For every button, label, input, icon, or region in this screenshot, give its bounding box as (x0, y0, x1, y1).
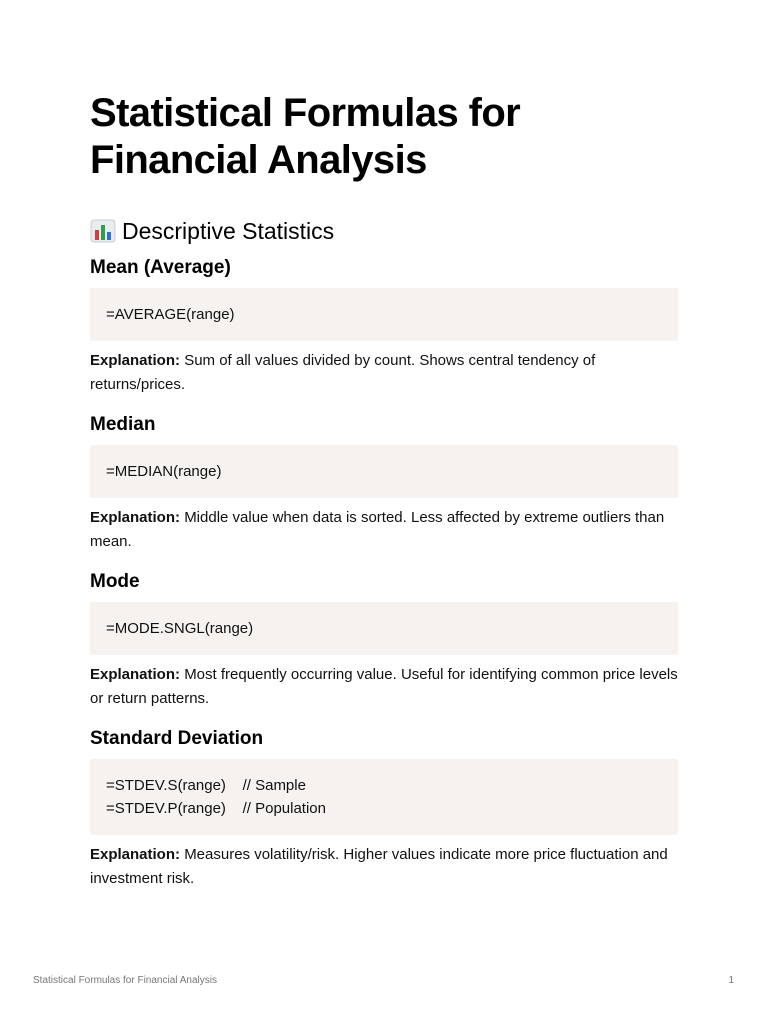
footer-title: Statistical Formulas for Financial Analysis (33, 975, 217, 986)
section-heading-text: Descriptive Statistics (122, 218, 335, 244)
formula-code-block (90, 445, 678, 498)
explanation-text: Middle value when data is sorted. Less affected by extreme outliers than mean. (90, 509, 665, 550)
formula-code-block (90, 288, 678, 341)
formula-heading: Standard Deviation (90, 728, 264, 749)
formula-explanation (90, 843, 678, 891)
formula-section-median (90, 413, 678, 554)
explanation-text: Sum of all values divided by count. Shows central tendency of returns/prices. (90, 352, 596, 393)
explanation-label: Explanation: (90, 666, 181, 683)
explanation-text: Most frequently occurring value. Useful for identifying common price levels or return patterns. (90, 666, 678, 707)
formula-explanation (90, 349, 678, 397)
formula-code-block (90, 602, 678, 655)
document-page (90, 90, 678, 891)
explanation-label: Explanation: (90, 352, 181, 369)
explanation-text: Measures volatility/risk. Higher values indicate more price fluctuation and investment risk. (90, 846, 668, 887)
formula-code-line: =STDEV.P(range) // Population (106, 800, 326, 817)
formula-section-mean (90, 256, 678, 397)
formula-heading: Median (90, 414, 156, 435)
page-title: Statistical Formulas for Financial Analysis (90, 91, 521, 182)
formula-code-line: =STDEV.S(range) // Sample (106, 777, 306, 794)
footer-page-number: 1 (728, 975, 734, 986)
formula-code-line: =MODE.SNGL(range) (106, 620, 254, 637)
section-heading (90, 216, 678, 246)
formula-code-block (90, 759, 678, 835)
formula-code-line: =AVERAGE(range) (106, 306, 235, 323)
formula-heading: Mean (Average) (90, 257, 231, 278)
formula-explanation (90, 663, 678, 711)
explanation-label: Explanation: (90, 846, 181, 863)
formula-section-standard-deviation (90, 727, 678, 891)
explanation-label: Explanation: (90, 509, 181, 526)
formula-code-line: =MEDIAN(range) (106, 463, 222, 480)
formula-heading: Mode (90, 571, 140, 592)
formula-explanation (90, 506, 678, 554)
formula-section-mode (90, 570, 678, 711)
bar-chart-icon (90, 218, 116, 244)
